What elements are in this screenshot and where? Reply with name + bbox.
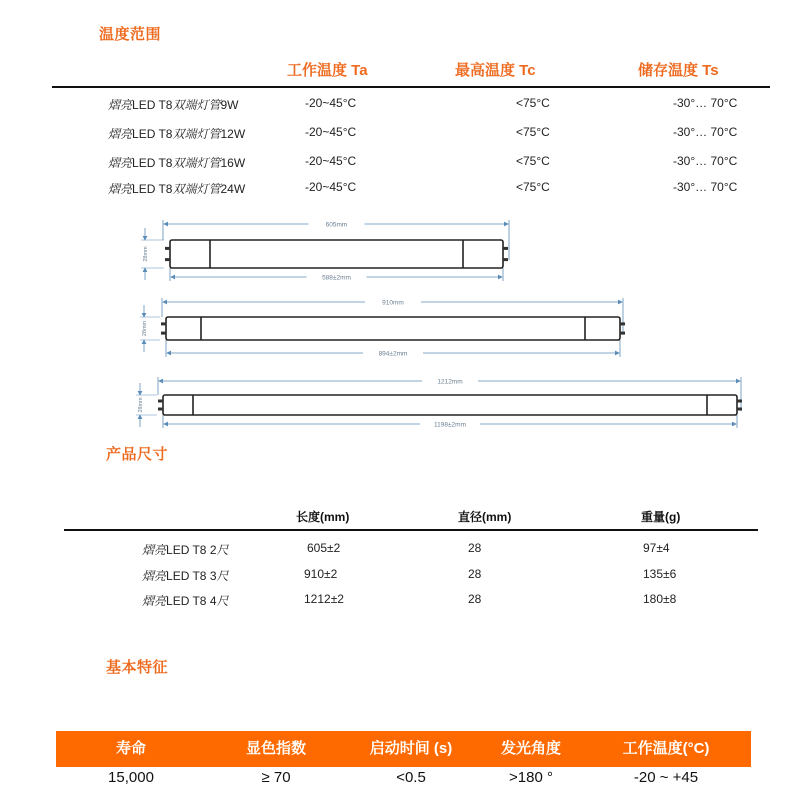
body-length-label: 588±2mm: [322, 274, 351, 282]
max-temp-value: <75°C: [516, 154, 550, 168]
value-cri: ≥ 70: [261, 769, 291, 786]
value-beam-angle: >180 °: [509, 769, 553, 786]
max-temp-value: <75°C: [516, 125, 550, 139]
power-rating: 16W: [220, 156, 246, 170]
features-section-title: 基本特征: [106, 659, 169, 676]
header-max-temp: 最高温度 Tc: [455, 62, 536, 79]
operating-temp-value: -20~45°C: [305, 125, 357, 139]
model-name: LED T8 3: [166, 569, 217, 583]
brand-name: 熠亮: [108, 182, 133, 196]
storage-temp-value: -30°… 70°C: [673, 96, 738, 110]
size-unit: 尺: [216, 569, 229, 583]
operating-temp-value: -20~45°C: [305, 96, 357, 110]
diameter-value: 28: [468, 567, 482, 581]
diameter-value: 28: [468, 592, 482, 606]
size-unit: 尺: [216, 594, 229, 608]
diameter-value: 28: [468, 541, 482, 555]
operating-temp-value: -20~45°C: [305, 154, 357, 168]
overall-length-label: 910mm: [382, 299, 404, 307]
tube-diagram: [136, 377, 742, 429]
brand-name: 熠亮: [108, 98, 133, 112]
value-lifetime: 15,000: [108, 769, 154, 786]
diameter-label: 28mm: [138, 397, 144, 413]
model-name: LED T8 4: [166, 594, 217, 608]
weight-value: 97±4: [643, 541, 670, 555]
product-name: [142, 541, 229, 558]
product-type: 双端灯管: [172, 127, 221, 141]
weight-value: 180±8: [643, 592, 677, 606]
header-beam-angle: 发光角度: [500, 740, 561, 757]
storage-temp-value: -30°… 70°C: [673, 125, 738, 139]
value-working-temp: -20 ~ +45: [633, 769, 699, 786]
header-start-time: 启动时间 (s): [369, 740, 453, 757]
power-rating: 24W: [220, 182, 246, 196]
size-table-divider: [64, 529, 758, 531]
product-name: [142, 567, 229, 584]
body-length-label: 894±2mm: [378, 350, 408, 358]
header-length: 长度(mm): [296, 510, 350, 524]
header-weight: 重量(g): [641, 510, 681, 524]
size-unit: 尺: [216, 543, 229, 557]
tube-diagram: [141, 220, 509, 282]
storage-temp-value: -30°… 70°C: [673, 180, 738, 194]
header-working-temp: 工作温度(°C): [622, 740, 710, 757]
header-lifetime: 寿命: [115, 740, 146, 757]
product-type: 双端灯管: [172, 98, 221, 112]
power-rating: 9W: [220, 98, 239, 112]
size-section-title: 产品尺寸: [106, 446, 169, 463]
weight-value: 135±6: [643, 567, 677, 581]
model-name: LED T8: [132, 182, 173, 196]
brand-name: 熠亮: [142, 569, 167, 583]
model-name: LED T8: [132, 127, 173, 141]
body-length-label: 1198±2mm: [434, 421, 466, 429]
max-temp-value: <75°C: [516, 96, 550, 110]
model-name: LED T8 2: [166, 543, 217, 557]
storage-temp-value: -30°… 70°C: [673, 154, 738, 168]
brand-name: 熠亮: [142, 543, 167, 557]
diameter-label: 28mm: [142, 320, 148, 337]
header-storage-temp: 储存温度 Ts: [638, 62, 719, 79]
overall-length-label: 605mm: [325, 221, 348, 229]
features-header-bar: [56, 731, 751, 767]
length-value: 910±2: [304, 567, 338, 581]
diameter-label: 28mm: [143, 246, 149, 262]
model-name: LED T8: [132, 156, 173, 170]
brand-name: 熠亮: [142, 594, 167, 608]
operating-temp-value: -20~45°C: [305, 180, 357, 194]
header-diameter: 直径(mm): [458, 510, 512, 524]
header-cri: 显色指数: [245, 740, 306, 757]
model-name: LED T8: [132, 98, 173, 112]
product-type: 双端灯管: [172, 182, 221, 196]
temperature-section-title: 温度范围: [99, 26, 162, 43]
max-temp-value: <75°C: [516, 180, 550, 194]
power-rating: 12W: [220, 127, 246, 141]
length-value: 605±2: [307, 541, 341, 555]
tube-diagram: [140, 298, 625, 358]
brand-name: 熠亮: [108, 156, 133, 170]
brand-name: 熠亮: [108, 127, 133, 141]
overall-length-label: 1212mm: [437, 378, 463, 386]
header-operating-temp: 工作温度 Ta: [287, 62, 368, 79]
length-value: 1212±2: [304, 592, 344, 606]
product-name: [142, 592, 229, 609]
product-type: 双端灯管: [172, 156, 221, 170]
value-start-time: <0.5: [396, 769, 426, 786]
